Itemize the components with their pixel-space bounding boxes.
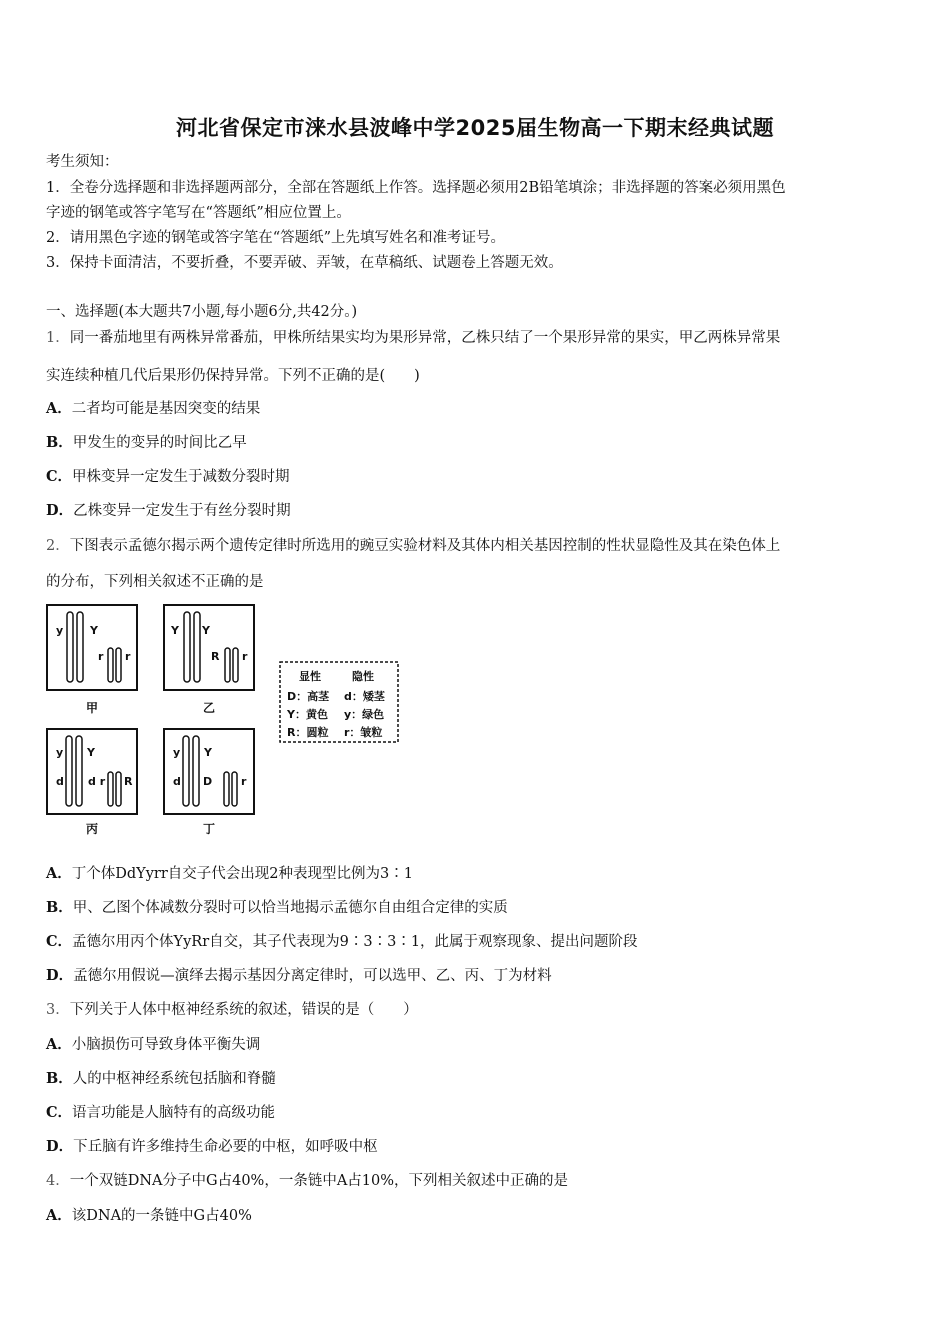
q1-option-d xyxy=(46,501,291,521)
gene-label: r xyxy=(242,650,248,663)
notice-item-1-cont: 字迹的钢笔或答字笔写在“答题纸”相应位置上。 xyxy=(46,205,351,221)
notice-item-1: 1．全卷分选择题和非选择题两部分，全部在答题纸上作答。选择题必须用2B铅笔填涂；非选择题的答案必须用黑色 xyxy=(46,180,786,196)
q1-option-c xyxy=(46,467,290,487)
option-text: 语言功能是人脑特有的高级功能 xyxy=(72,1105,276,1121)
question-1-cont: 实连续种植几代后果形仍保持异常。下列不正确的是( ) xyxy=(46,368,420,384)
question-2 xyxy=(46,536,780,556)
option-letter: D． xyxy=(46,1138,74,1155)
question-1 xyxy=(46,328,780,348)
question-4 xyxy=(46,1171,568,1191)
option-text: 甲株变异一定发生于减数分裂时期 xyxy=(72,469,290,485)
question-number: 2． xyxy=(46,538,70,554)
gene-label: y xyxy=(56,746,64,759)
gene-label: r xyxy=(98,650,104,663)
option-text: 小脑损伤可导致身体平衡失调 xyxy=(71,1037,261,1053)
chromosome xyxy=(116,648,121,682)
question-2-cont: 的分布，下列相关叙述不正确的是 xyxy=(46,574,264,590)
gene-label: Y xyxy=(171,624,179,637)
option-text: 丁个体DdYyrr自交子代会出现2种表现型比例为3∶1 xyxy=(71,866,413,882)
panel-caption: 丁 xyxy=(202,822,216,836)
gene-label: R xyxy=(124,775,133,788)
option-letter: B． xyxy=(46,899,73,916)
legend-recessive: y：绿色 xyxy=(344,708,385,721)
chromosome xyxy=(224,772,229,806)
question-text: 一个双链DNA分子中G占40%，一条链中A占10%，下列相关叙述中正确的是 xyxy=(69,1173,569,1189)
panel-frame xyxy=(47,605,137,690)
notice-item-3: 3．保持卡面清洁，不要折叠，不要弄破、弄皱，在草稿纸、试题卷上答题无效。 xyxy=(46,255,563,271)
panel-bing xyxy=(47,729,137,836)
gene-label: r xyxy=(241,775,247,788)
legend-recessive: r：皱粒 xyxy=(344,726,383,739)
question-3 xyxy=(46,1000,418,1020)
option-letter: A． xyxy=(46,865,72,882)
question-text: 同一番茄地里有两株异常番茄，甲株所结果实均为果形异常，乙株只结了一个果形异常的果实，甲乙两株异常果 xyxy=(69,330,781,346)
option-text: 甲发生的变异的时间比乙早 xyxy=(72,435,247,451)
chromosome xyxy=(183,736,189,806)
chromosome xyxy=(108,772,113,806)
panel-caption: 甲 xyxy=(85,701,99,715)
q1-option-b xyxy=(46,433,247,453)
option-text: 下丘脑有许多维持生命必要的中枢，如呼吸中枢 xyxy=(73,1139,378,1155)
chromosome xyxy=(116,772,121,806)
gene-label: y xyxy=(56,624,64,637)
question-number: 4． xyxy=(46,1173,70,1189)
legend-dominant: D：高茎 xyxy=(287,690,330,703)
legend-dominant: R：圆粒 xyxy=(287,726,329,739)
panel-caption: 乙 xyxy=(202,701,216,715)
option-text: 二者均可能是基因突变的结果 xyxy=(71,401,261,417)
chromosome xyxy=(184,612,190,682)
chromosome xyxy=(232,772,237,806)
gene-label: D xyxy=(203,775,213,788)
chromosome xyxy=(233,648,238,682)
section-heading: 一、选择题(本大题共7小题,每小题6分,共42分。) xyxy=(46,304,358,320)
panel-frame xyxy=(164,729,254,814)
q2-option-c xyxy=(46,932,638,952)
panel-ding xyxy=(164,729,254,836)
q3-option-c xyxy=(46,1103,275,1123)
gene-label: r xyxy=(125,650,131,663)
panel-frame xyxy=(47,729,137,814)
option-letter: A． xyxy=(46,1036,72,1053)
panel-frame xyxy=(164,605,254,690)
gene-label: d r xyxy=(88,775,106,788)
panel-caption: 丙 xyxy=(85,822,99,836)
chromosome xyxy=(108,648,113,682)
option-letter: D． xyxy=(46,967,74,984)
chromosome xyxy=(66,736,72,806)
panel-yi xyxy=(164,605,254,715)
option-text: 孟德尔用假说—演绎去揭示基因分离定律时，可以选甲、乙、丙、丁为材料 xyxy=(73,968,552,984)
gene-label: Y xyxy=(90,624,98,637)
option-text: 甲、乙图个体减数分裂时可以恰当地揭示孟德尔自由组合定律的实质 xyxy=(72,900,508,916)
chromosome-figure xyxy=(44,598,414,843)
notice-item-2: 2．请用黑色字迹的钢笔或答字笔在“答题纸”上先填写姓名和准考证号。 xyxy=(46,230,506,246)
gene-label: R xyxy=(211,650,220,663)
legend-head-recessive: 隐性 xyxy=(352,670,374,683)
legend-recessive: d：矮茎 xyxy=(344,690,385,703)
option-text: 人的中枢神经系统包括脑和脊髓 xyxy=(72,1071,276,1087)
q3-option-b xyxy=(46,1069,276,1089)
option-text: 该DNA的一条链中G占40% xyxy=(71,1208,252,1224)
question-number: 3． xyxy=(46,1002,70,1018)
chromosome xyxy=(194,612,200,682)
gene-label: Y xyxy=(202,624,210,637)
chromosome xyxy=(193,736,199,806)
option-letter: C． xyxy=(46,468,73,485)
q2-option-a xyxy=(46,864,413,884)
q4-option-a xyxy=(46,1206,252,1226)
option-letter: B． xyxy=(46,434,73,451)
question-text: 下列关于人体中枢神经系统的叙述，错误的是（ ） xyxy=(69,1002,418,1018)
legend-dominant: Y：黄色 xyxy=(287,708,328,721)
option-text: 乙株变异一定发生于有丝分裂时期 xyxy=(73,503,291,519)
gene-label: Y xyxy=(204,746,212,759)
question-text: 下图表示孟德尔揭示两个遗传定律时所选用的豌豆实验材料及其体内相关基因控制的性状显隐性及其在染色体上 xyxy=(69,538,781,554)
q1-option-a xyxy=(46,399,260,419)
notice-heading: 考生须知： xyxy=(46,154,119,170)
q3-option-d xyxy=(46,1137,378,1157)
question-number: 1． xyxy=(46,330,70,346)
chromosome xyxy=(67,612,73,682)
chromosome xyxy=(77,612,83,682)
page-title: 河北省保定市涞水县波峰中学2025届生物高一下期末经典试题 xyxy=(176,116,774,140)
legend-head-dominant: 显性 xyxy=(299,670,321,683)
option-letter: D． xyxy=(46,502,74,519)
q3-option-a xyxy=(46,1035,260,1055)
option-letter: A． xyxy=(46,400,72,417)
panel-jia xyxy=(47,605,137,715)
gene-label: d xyxy=(173,775,181,788)
option-letter: B． xyxy=(46,1070,73,1087)
option-text: 孟德尔用丙个体YyRr自交，其子代表现为9∶3∶3∶1，此属于观察现象、提出问题阶段 xyxy=(72,934,638,950)
q2-option-d xyxy=(46,966,552,986)
gene-label: d xyxy=(56,775,64,788)
chromosome xyxy=(225,648,230,682)
q2-option-b xyxy=(46,898,508,918)
option-letter: A． xyxy=(46,1207,72,1224)
option-letter: C． xyxy=(46,933,73,950)
option-letter: C． xyxy=(46,1104,73,1121)
gene-label: Y xyxy=(87,746,95,759)
gene-label: y xyxy=(173,746,181,759)
chromosome xyxy=(76,736,82,806)
trait-legend xyxy=(280,662,398,742)
